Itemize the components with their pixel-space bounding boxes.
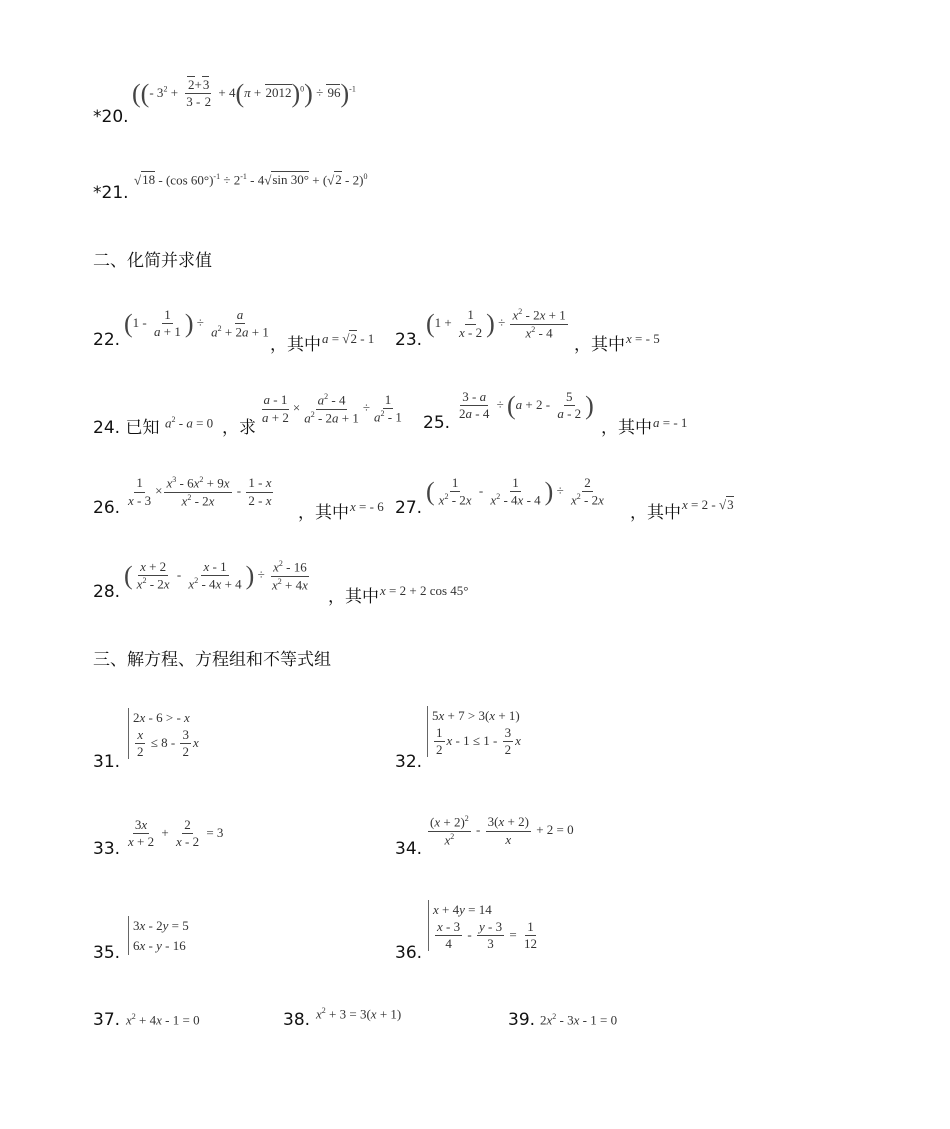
problem-label: 34.	[395, 839, 423, 859]
where-text: ，其中	[601, 418, 652, 438]
problem-label: 38.	[283, 1010, 311, 1030]
problem-label: 27.	[395, 498, 423, 518]
problem-label: 28.	[93, 582, 121, 602]
math-condition: x = 2 + 2 cos 45°	[380, 583, 469, 598]
math-expression: $2x^2 - 3x - 1 = 0$	[540, 1012, 618, 1028]
math-expression: $\frac{1}{x - 3}$ × $\frac{x^3 - 6x^2 + 9x}{x^2 - 2x}$ - $\frac{1 - x}{2 - x}$	[128, 475, 272, 508]
math-expression: ( $\frac{1}{x^2 - 2x}$ - $\frac{1}{x^2 - 4x - 4}$ ) ÷ $\frac{2}{x^2 - 2x}$	[426, 475, 604, 508]
math-condition: x = - 5	[626, 331, 660, 346]
math-expression: $\frac{3x}{x + 2}$ + $\frac{2}{x - 2}$ = 3	[128, 817, 224, 850]
math-expression: ((- $3^2$ + $\frac{2+3}{3 - 2}$ + $4(\pi + 2012)^0) \div 96)^{-1}$	[132, 77, 356, 110]
math-expression: 2x - 6 > - x $\frac{x}{2}$ ≤ 8 - $\frac{3}{2}$ x	[128, 708, 199, 759]
where-text: ，其中	[270, 335, 321, 355]
math-condition: x = 2 - √3	[682, 497, 734, 512]
math-expression: $x^2 + 3 = 3(x + 1)$	[316, 1006, 402, 1022]
math-expression: 3x - 2y = 5 6x - y - 16	[128, 916, 189, 955]
where-text: ，其中	[328, 587, 379, 607]
math-expression: ( $\frac{x + 2}{x^2 - 2x}$ - $\frac{x - 1}{x^2 - 4x + 4}$ ) ÷ $\frac{x^2 - 16}{x^2 + 4x}$	[124, 559, 308, 592]
problem-label: *20.	[93, 107, 129, 127]
math-expression: √18 - (cos $60^\circ)^{-1} \div 2^{-1} - 4√\sin$ 30° + (√2 - 2)$^0$	[134, 172, 368, 188]
problem-label: 37.	[93, 1010, 121, 1030]
section-heading-simplify: 二、化简并求值	[93, 251, 212, 271]
math-expression: $\frac{3 - a}{2a - 4}$ ÷ (a + 2 - $\frac{5}{a - 2}$ )	[459, 389, 594, 422]
math-expression: 5x + 7 > 3(x + 1) $\frac{1}{2}$ x - 1 ≤ 1 - $\frac{3}{2}$ x	[427, 706, 521, 757]
problem-label: 36.	[395, 943, 423, 963]
math-condition: $a^2 - a = 0$	[165, 415, 214, 431]
where-text: ，其中	[630, 503, 681, 523]
problem-label: 31.	[93, 752, 121, 772]
problem-label: 32.	[395, 752, 423, 772]
math-expression: $\frac{(x + 2)^2}{x^2}$ - $\frac{3(x + 2)}{x}$ + 2 = 0	[430, 814, 574, 847]
math-condition: a = - 1	[653, 415, 688, 430]
section-heading-solve: 三、解方程、方程组和不等式组	[93, 650, 331, 670]
math-expression: (1 - $\frac{1}{a + 1}$ ) ÷ $\frac{a}{a^2 + 2a + 1}$	[124, 307, 269, 340]
where-text: ，其中	[298, 503, 349, 523]
problem-label: 25.	[423, 413, 451, 433]
math-condition: a = √2 - 1	[322, 331, 375, 346]
math-condition: x = - 6	[350, 499, 384, 514]
problem-label: 26.	[93, 498, 121, 518]
problem-label: *21.	[93, 183, 129, 203]
math-expression: x + 4y = 14 $\frac{x - 3}{4}$ - $\frac{y - 3}{3}$ = $\frac{1}{12}$	[428, 900, 541, 951]
problem-label: 33.	[93, 839, 121, 859]
problem-label: 35.	[93, 943, 121, 963]
math-expression: $\frac{a - 1}{a + 2}$ × $\frac{a^2 - 4}{a^2 - 2a + 1}$ ÷ $\frac{1}{a^2 - 1}$	[262, 392, 402, 425]
math-expression: $x^2 + 4x - 1 = 0$	[126, 1012, 200, 1028]
problem-label: 23.	[395, 330, 423, 350]
problem-label: 24. 已知	[93, 418, 160, 438]
math-expression: (1 + $\frac{1}{x - 2}$ ) ÷ $\frac{x^2 - 2x + 1}{x^2 - 4}$	[426, 307, 566, 340]
problem-label: 39.	[508, 1010, 536, 1030]
seek-text: ，求	[222, 418, 256, 438]
problem-label: 22.	[93, 330, 121, 350]
where-text: ，其中	[574, 335, 625, 355]
